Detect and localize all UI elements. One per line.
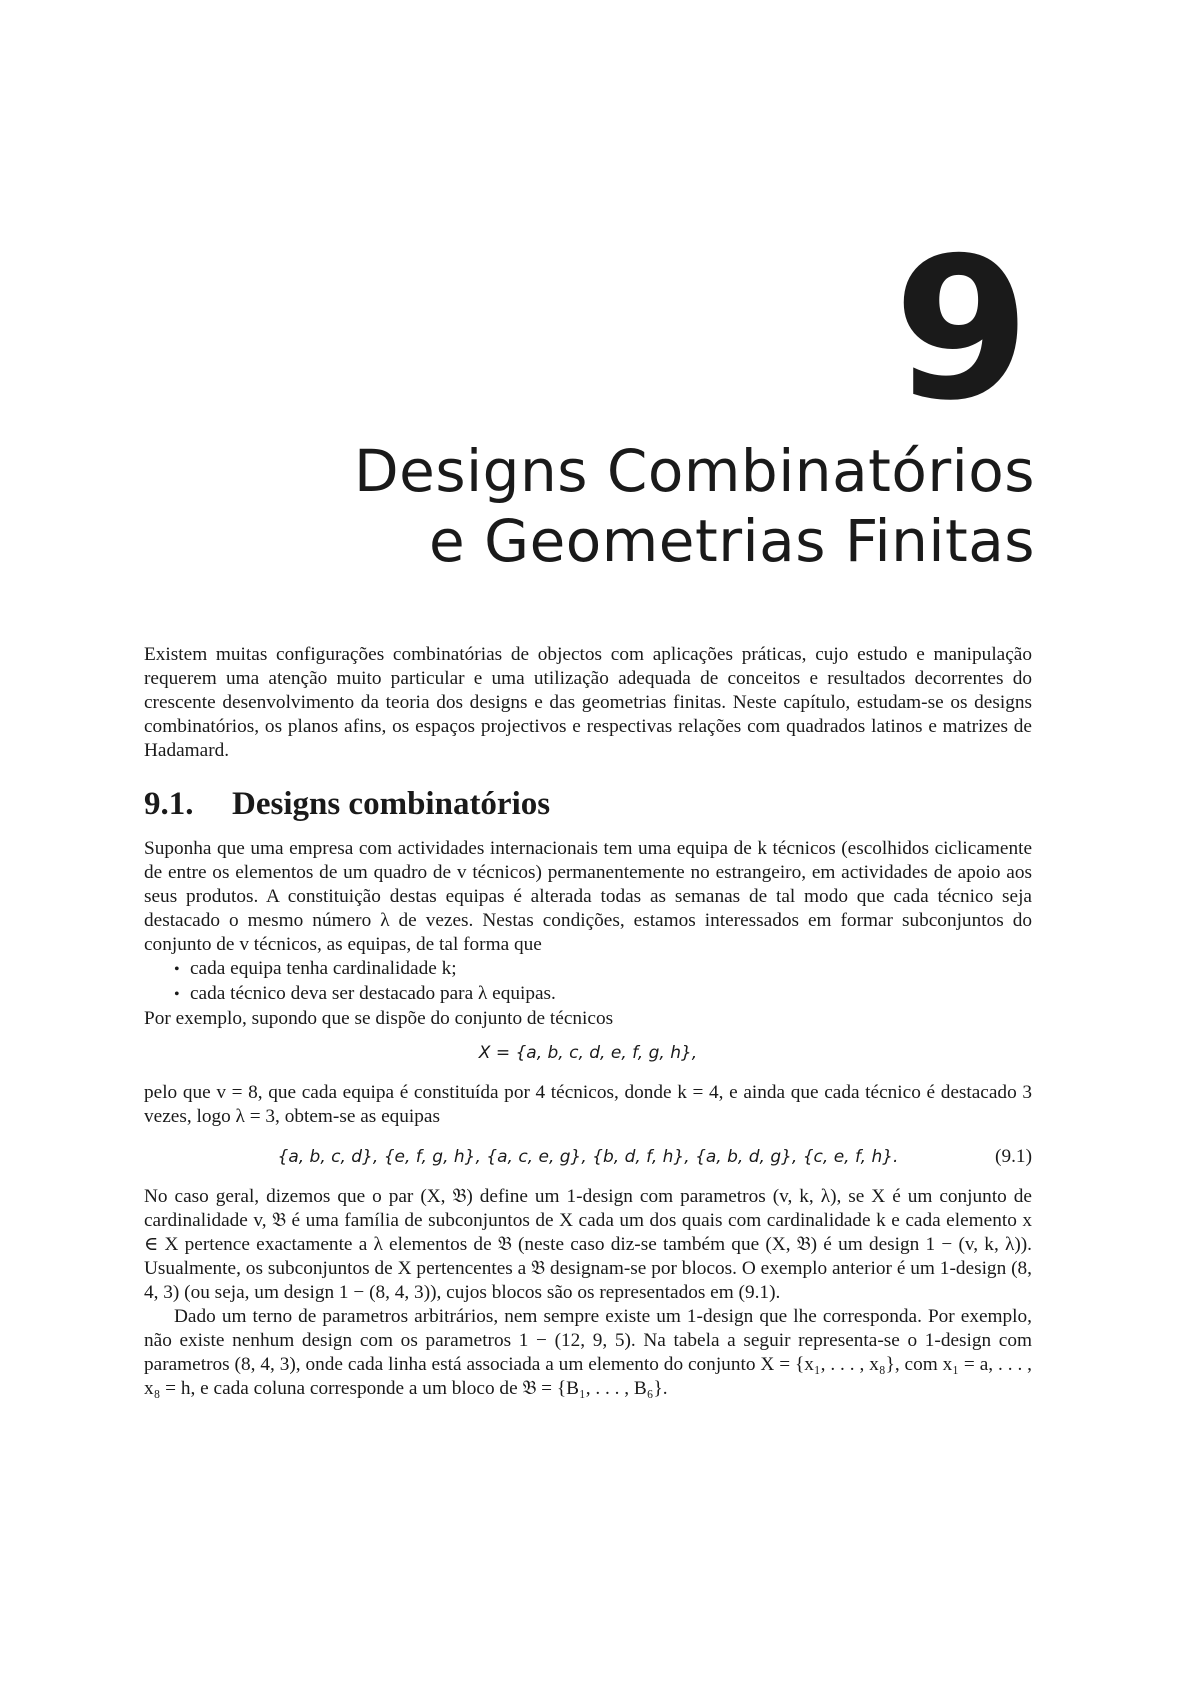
bullet-item-1: • cada equipa tenha cardinalidade k; bbox=[174, 957, 1032, 982]
paragraph-2: Por exemplo, supondo que se dispõe do conjunto de técnicos bbox=[144, 1008, 614, 1029]
paragraph-4: No caso geral, dizemos que o par (X, 𝔅) define um 1-design com parametros (v, k, λ), se X é um conjunto de cardinalidade v, 𝔅 é uma família de subconjuntos de X cada um dos quais com cardinalidade k e cada elemento x ∈ X pertence exactamente a λ elementos de 𝔅 (neste caso diz-se também que (X, 𝔅) é um design 1 − (v, k, λ)). Usualmente, os subconjuntos de X pertencentes a 𝔅 designam-se por blocos. O exemplo anterior é um 1-design (8, 4, 3) (ou seja, um design 1 − (8, 4, 3)), cujos blocos são os representados em (9.1). bbox=[144, 1186, 1032, 1303]
equation-set-x-text: X = {a, b, c, d, e, f, g, h}, bbox=[478, 1043, 698, 1063]
section-body bbox=[144, 837, 1032, 1401]
chapter-number: 9 bbox=[893, 216, 1026, 444]
paragraph-3: pelo que v = 8, que cada equipa é constituída por 4 técnicos, donde k = 4, e ainda que cada técnico é destacado 3 vezes, logo λ = 3, obtem-se as equipas bbox=[144, 1082, 1032, 1127]
section-heading bbox=[144, 784, 550, 824]
intro-paragraph: Existem muitas configurações combinatórias de objectos com aplicações práticas, cujo estudo e manipulação requerem uma atenção muito particular e uma utilização adequada de conceitos e resultados decorrentes do crescente desenvolvimento da teoria dos designs e das geometrias finitas. Neste capítulo, estudam-se os designs combinatórios, os planos afins, os espaços projectivos e respectivas relações com quadrados latinos e matrizes de Hadamard. bbox=[144, 644, 1032, 761]
paragraph-1: Suponha que uma empresa com actividades internacionais tem uma equipa de k técnicos (escolhidos ciclicamente de entre os elementos de um quadro de v técnicos) permanentemente no estrangeiro, em actividades de apoio aos seus produtos. A constituição destas equipas é alterada todas as semanas de tal modo que cada técnico seja destacado o mesmo número λ de vezes. Nestas condições, estamos interessados em formar subconjuntos do conjunto de v técnicos, as equipas, de tal forma que bbox=[144, 838, 1032, 955]
equation-set-x bbox=[144, 1041, 1032, 1065]
chapter-title bbox=[135, 436, 1035, 576]
chapter-introduction bbox=[144, 643, 1032, 763]
chapter-title-line-2: e Geometrias Finitas bbox=[429, 507, 1035, 575]
equation-blocks-text: {a, b, c, d}, {e, f, g, h}, {a, c, e, g}, {b, d, f, h}, {a, b, d, g}, {c, e, f, h}. bbox=[277, 1147, 899, 1167]
section-title: Designs combinatórios bbox=[232, 786, 551, 822]
equation-number: (9.1) bbox=[995, 1146, 1032, 1167]
bullet-item-2: • cada técnico deva ser destacado para λ equipas. bbox=[174, 982, 1032, 1007]
section-number: 9.1. bbox=[144, 786, 194, 822]
bullet-list bbox=[144, 957, 1032, 1007]
paragraph-5: Dado um terno de parametros arbitrários, nem sempre existe um 1-design que lhe corresponda. Por exemplo, não existe nenhum design com os parametros 1 − (12, 9, 5). Na tabela a seguir representa-se o 1-design com parametros (8, 4, 3), onde cada linha está associada a um elemento do conjunto X = {x₁, . . . , x₈}, com x₁ = a, . . . , x₈ = h, e cada coluna corresponde a um bloco de 𝔅 = {B₁, . . . , B₆}. bbox=[144, 1306, 1032, 1399]
equation-blocks bbox=[144, 1145, 1032, 1169]
chapter-title-line-1: Designs Combinatórios bbox=[353, 437, 1035, 505]
